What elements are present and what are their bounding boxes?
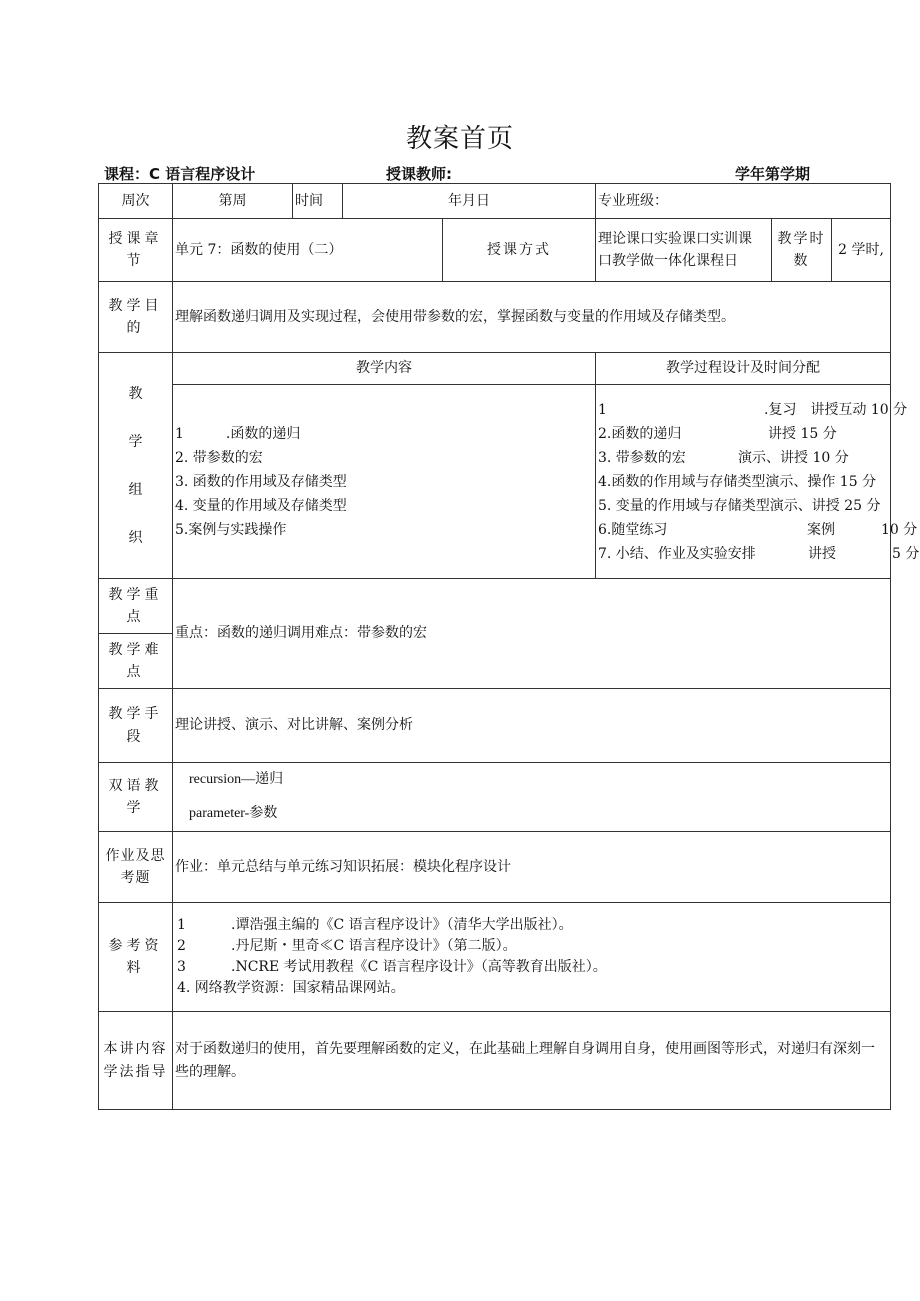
bilingual-item: recursion—递归 <box>189 772 284 787</box>
process-item: 3. 带参数的宏 <box>598 449 686 466</box>
date-value: 年月日 <box>343 184 596 219</box>
week-label: 周次 <box>99 184 173 219</box>
bilingual-list <box>173 763 891 832</box>
chapter-value: 单元 7：函数的使用（二） <box>173 219 443 282</box>
list-item <box>175 915 888 936</box>
process-method: 讲授 15 分 <box>768 425 837 442</box>
mode-label: 授课方式 <box>443 219 596 282</box>
means-value: 理论讲授、演示、对比讲解、案例分析 <box>173 689 891 763</box>
org-label-char: 教 <box>128 385 143 402</box>
row-homework <box>99 832 891 903</box>
row-org-headers <box>99 353 891 385</box>
means-label: 教学手段 <box>99 689 173 763</box>
list-item <box>175 978 888 999</box>
hours-value: 2 学时, <box>832 219 891 282</box>
list-item: 3. 函数的作用域及存储类型 <box>175 473 347 490</box>
list-item <box>598 446 888 470</box>
class-label: 专业班级： <box>596 184 891 219</box>
page-title: 教案首页 <box>405 124 514 154</box>
difficulty-label: 教学难点 <box>99 634 173 689</box>
course-name: 课程：C 语言程序设计 <box>104 165 256 183</box>
homework-value: 作业：单元总结与单元练习知识拓展：模块化程序设计 <box>173 832 891 903</box>
row-guide <box>99 1012 891 1110</box>
ref-text: .谭浩强主编的《C 语言程序设计》（清华大学出版社）。 <box>231 917 573 933</box>
teacher-field: 授课教师: <box>386 165 452 183</box>
process-item: 6.随堂练习 <box>598 521 668 538</box>
chapter-label: 授课章节 <box>99 219 173 282</box>
list-item <box>175 957 888 978</box>
process-method: 案例 <box>807 521 835 538</box>
guide-label: 本讲内容学法指导 <box>99 1012 173 1110</box>
process-item: 5. 变量的作用域与存储类型演示、讲授 25 分 <box>598 497 881 514</box>
row-means <box>99 689 891 763</box>
row-week <box>99 184 891 219</box>
list-item <box>598 518 918 542</box>
ref-number: 2 <box>177 938 186 954</box>
process-time: 10 分 <box>881 521 918 538</box>
process-item: 4.函数的作用域与存储类型演示、操作 15 分 <box>598 473 877 490</box>
homework-label: 作业及思考题 <box>99 832 173 903</box>
mode-line-1: 理论课口实验课口实训课 <box>598 230 752 247</box>
header-row <box>104 163 810 185</box>
row-refs <box>99 903 891 1012</box>
time-label: 时间 <box>293 184 343 219</box>
ref-number: 1 <box>177 917 186 933</box>
process-method: 演示、讲授 10 分 <box>738 449 849 466</box>
goal-label: 教学目的 <box>99 282 173 353</box>
key-value: 重点：函数的递归调用难点：带参数的宏 <box>173 579 891 689</box>
bilingual-label: 双语教学 <box>99 763 173 832</box>
ref-number: 3 <box>177 959 186 975</box>
process-item: 2.函数的递归 <box>598 425 682 442</box>
row-key <box>99 579 891 634</box>
ref-text: 4. 网络教学资源：国家精品课网站。 <box>177 980 405 996</box>
content-list <box>173 385 596 579</box>
process-header: 教学过程设计及时间分配 <box>596 353 891 385</box>
process-item: 1 <box>598 401 607 418</box>
org-label <box>99 353 173 579</box>
process-time: 5 分 <box>892 545 920 562</box>
mode-options <box>596 219 772 282</box>
process-list <box>596 385 920 579</box>
list-item <box>598 542 920 566</box>
org-label-char: 组 <box>128 481 143 498</box>
week-value: 第周 <box>173 184 293 219</box>
refs-list <box>173 903 891 1012</box>
hours-label: 教学时数 <box>772 219 832 282</box>
term-field: 学年第学期 <box>734 165 810 183</box>
refs-label: 参考资料 <box>99 903 173 1012</box>
list-item <box>175 936 888 957</box>
list-item <box>598 398 908 422</box>
list-item: 1 .函数的递归 <box>175 425 301 442</box>
list-item: 5.案例与实践操作 <box>175 521 287 538</box>
row-org-body <box>99 385 891 579</box>
row-bilingual <box>99 763 891 832</box>
list-item <box>598 422 888 446</box>
process-item: 7. 小结、作业及实验安排 <box>598 545 756 562</box>
row-goal <box>99 282 891 353</box>
org-label-char: 学 <box>128 433 143 450</box>
key-label: 教学重点 <box>99 579 173 634</box>
org-label-char: 织 <box>128 529 143 546</box>
lesson-plan-table <box>98 183 920 1110</box>
guide-value: 对于函数递归的使用，首先要理解函数的定义，在此基础上理解自身调用自身，使用画图等形式，对递归有深刻一些的理解。 <box>173 1012 891 1110</box>
ref-text: .NCRE 考试用教程《C 语言程序设计》（高等教育出版社）。 <box>231 959 607 975</box>
list-item <box>598 494 888 518</box>
list-item: 2. 带参数的宏 <box>175 449 263 466</box>
list-item <box>598 470 888 494</box>
bilingual-item: parameter-参数 <box>189 806 278 821</box>
list-item: 4. 变量的作用域及存储类型 <box>175 497 347 514</box>
goal-value: 理解函数递归调用及实现过程，会使用带参数的宏，掌握函数与变量的作用域及存储类型。 <box>173 282 891 353</box>
content-header: 教学内容 <box>173 353 596 385</box>
mode-line-2: 口教学做一体化课程日 <box>598 253 738 269</box>
process-method: .复习 讲授互动 10 分 <box>764 401 908 418</box>
process-method: 讲授 <box>808 545 836 562</box>
ref-text: .丹尼斯・里奇≪C 语言程序设计》（第二版）。 <box>231 938 517 954</box>
row-chapter <box>99 219 891 282</box>
